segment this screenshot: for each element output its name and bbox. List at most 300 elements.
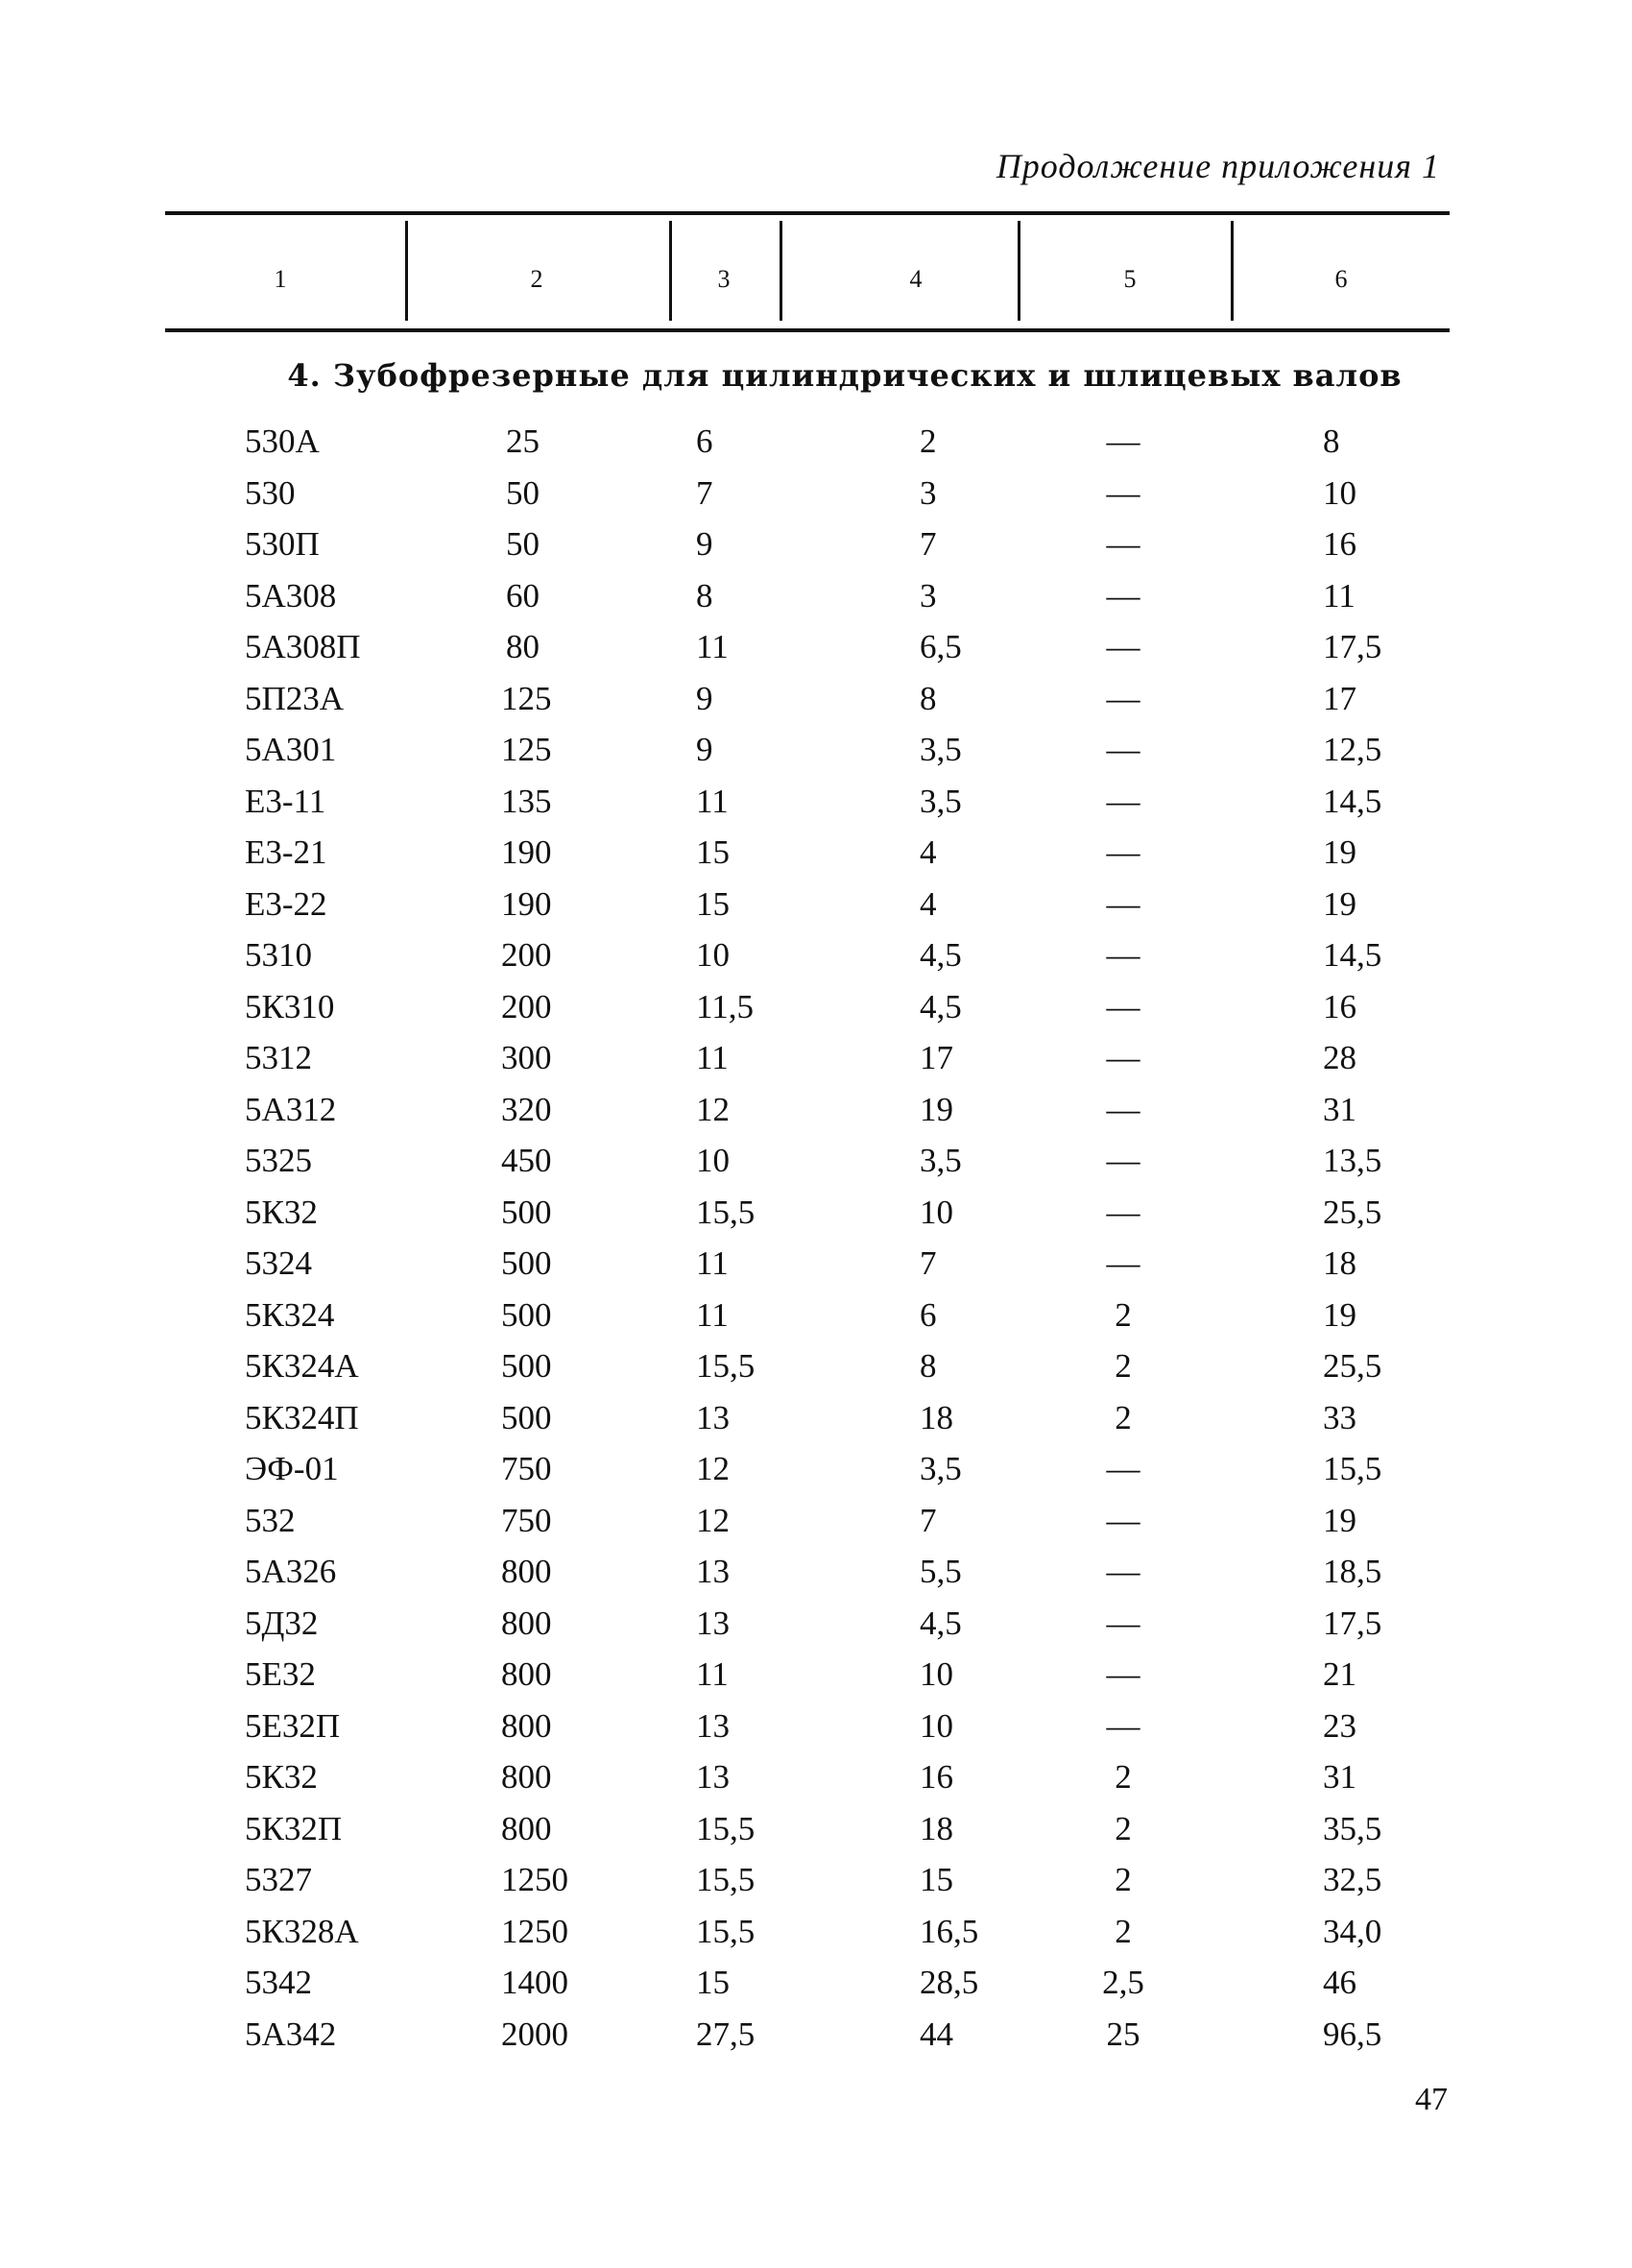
- power-cell: [920, 422, 937, 461]
- machine-model-cell: [245, 1604, 318, 1643]
- max-diameter-text: 50: [506, 473, 540, 512]
- max-diameter-cell: [501, 1347, 552, 1386]
- machine-model-text: Е3-21: [245, 833, 327, 871]
- col5-value-text: —: [1106, 1655, 1140, 1693]
- module-text: 10: [696, 1142, 730, 1179]
- machine-model-text: 5П23А: [245, 679, 345, 717]
- module-text: 11: [696, 628, 729, 665]
- machine-model-text: 5342: [245, 1964, 312, 2001]
- machine-model-cell: [245, 1347, 359, 1386]
- power-text: 15: [920, 1861, 953, 1898]
- col5-value-text: 2: [1115, 1758, 1132, 1796]
- machine-model-cell: [245, 1502, 296, 1540]
- machine-model-text: ЭФ-01: [245, 1450, 339, 1487]
- max-diameter-cell: [501, 833, 552, 872]
- max-diameter-cell: [501, 936, 552, 975]
- machine-model-text: 5К324П: [245, 1398, 359, 1436]
- power-text: 7: [920, 525, 937, 563]
- col5-value-text: —: [1106, 782, 1140, 820]
- max-diameter-cell: [501, 1758, 552, 1797]
- machine-model-text: 5К32: [245, 1193, 318, 1231]
- max-diameter-text: 500: [501, 1295, 552, 1334]
- module-text: 13: [696, 1604, 730, 1642]
- module-text: 11,5: [696, 987, 754, 1025]
- mass-cell: [1323, 1502, 1356, 1540]
- power-text: 8: [920, 679, 937, 717]
- machine-model-text: 5К324А: [245, 1347, 359, 1385]
- mass-cell: [1323, 422, 1340, 461]
- machine-model-text: 5Е32: [245, 1655, 316, 1693]
- machine-model-cell: [245, 1399, 359, 1437]
- max-diameter-cell: [501, 884, 552, 924]
- col5-value-text: —: [1106, 1244, 1140, 1282]
- module-cell: [696, 1194, 755, 1232]
- module-text: 8: [696, 576, 713, 615]
- max-diameter-text: 1400: [501, 1964, 568, 2001]
- table-row: [0, 1039, 1632, 1089]
- power-text: 3,5: [920, 782, 962, 820]
- power-text: 16: [920, 1758, 953, 1796]
- mass-text: 18: [1323, 1244, 1356, 1282]
- module-cell: [696, 1244, 729, 1283]
- mass-cell: [1323, 936, 1381, 975]
- max-diameter-text: 190: [501, 833, 552, 871]
- machine-model-text: 5А326: [245, 1553, 337, 1590]
- mass-text: 16: [1323, 525, 1356, 563]
- module-text: 13: [696, 1398, 730, 1436]
- table-row: [0, 1502, 1632, 1552]
- machine-model-cell: [245, 1450, 339, 1488]
- max-diameter-text: 450: [501, 1142, 552, 1179]
- machine-model-cell: [245, 422, 320, 461]
- table-row: [0, 936, 1632, 986]
- machine-model-text: 5К32П: [245, 1809, 343, 1847]
- section-title: 4. Зубофрезерные для цилиндрических и шлицевых валов: [287, 357, 1403, 394]
- power-text: 19: [920, 1090, 953, 1128]
- power-cell: [920, 1450, 962, 1488]
- mass-cell: [1323, 731, 1381, 769]
- col5-value-text: —: [1106, 628, 1140, 665]
- max-diameter-cell: [501, 1450, 552, 1488]
- col5-value-text: —: [1106, 1553, 1140, 1590]
- max-diameter-text: 125: [501, 731, 552, 768]
- max-diameter-cell: [501, 782, 552, 821]
- max-diameter-text: 800: [501, 1706, 552, 1745]
- max-diameter-text: 500: [501, 1193, 552, 1231]
- mass-text: 19: [1323, 1501, 1356, 1539]
- machine-model-cell: [245, 1655, 316, 1694]
- machine-model-cell: [245, 1553, 336, 1591]
- machine-model-text: 532: [245, 1501, 296, 1539]
- machine-model-text: 5К310: [245, 987, 335, 1025]
- module-cell: [696, 1091, 730, 1129]
- mass-text: 35,5: [1323, 1809, 1382, 1847]
- module-text: 12: [696, 1090, 730, 1128]
- table-row: [0, 474, 1632, 524]
- col5-value-text: —: [1106, 576, 1140, 615]
- mass-text: 33: [1323, 1398, 1356, 1436]
- table-row: [0, 731, 1632, 781]
- power-text: 3: [920, 473, 937, 512]
- col5-value-text: 2: [1115, 1809, 1132, 1847]
- max-diameter-text: 500: [501, 1244, 552, 1282]
- machine-model-cell: [245, 885, 327, 924]
- power-text: 10: [920, 1655, 953, 1693]
- table-row: [0, 1964, 1632, 2014]
- module-cell: [696, 1758, 730, 1797]
- max-diameter-text: 200: [501, 936, 552, 974]
- module-text: 11: [696, 1039, 729, 1076]
- power-cell: [920, 680, 937, 718]
- module-cell: [696, 1502, 730, 1540]
- col5-value-text: 2: [1115, 1295, 1132, 1334]
- table-row: [0, 1655, 1632, 1705]
- machine-model-text: Е3-11: [245, 782, 326, 820]
- module-cell: [696, 1399, 730, 1437]
- module-cell: [696, 422, 713, 461]
- col5-value-text: —: [1106, 1706, 1140, 1745]
- mass-cell: [1323, 1450, 1381, 1488]
- col5-value-text: —: [1106, 1450, 1140, 1487]
- power-text: 3,5: [920, 1450, 962, 1487]
- max-diameter-cell: [501, 1964, 568, 2002]
- power-text: 3: [920, 576, 937, 615]
- module-text: 12: [696, 1450, 730, 1487]
- machine-model-text: 5Е32П: [245, 1706, 341, 1745]
- table-row: [0, 422, 1632, 472]
- max-diameter-text: 135: [501, 782, 552, 820]
- mass-text: 16: [1323, 987, 1356, 1025]
- power-cell: [920, 2015, 953, 2054]
- col5-value-text: 2: [1115, 1912, 1132, 1950]
- module-text: 11: [696, 1244, 729, 1282]
- col5-value-text: —: [1106, 525, 1140, 563]
- power-cell: [920, 1347, 937, 1386]
- max-diameter-text: 500: [501, 1347, 552, 1385]
- machine-model-text: 5312: [245, 1039, 312, 1076]
- module-text: 9: [696, 731, 713, 768]
- module-cell: [696, 1553, 730, 1591]
- module-text: 15: [696, 1964, 730, 2001]
- power-cell: [920, 885, 937, 924]
- max-diameter-cell: [501, 1604, 552, 1643]
- max-diameter-cell: [501, 1193, 552, 1232]
- module-text: 13: [696, 1706, 730, 1745]
- power-cell: [920, 525, 937, 564]
- power-cell: [920, 1604, 962, 1643]
- column-number-5: 5: [1123, 265, 1137, 293]
- machine-model-cell: [245, 1039, 312, 1077]
- power-text: 3,5: [920, 1142, 962, 1179]
- col5-value-text: —: [1106, 1193, 1140, 1231]
- max-diameter-text: 800: [501, 1758, 552, 1796]
- power-text: 7: [920, 1501, 937, 1539]
- table-row: [0, 1604, 1632, 1654]
- machine-model-cell: [245, 525, 320, 564]
- module-cell: [696, 577, 713, 615]
- module-text: 15,5: [696, 1809, 756, 1847]
- mass-text: 96,5: [1323, 2015, 1382, 2053]
- mass-cell: [1323, 474, 1356, 513]
- module-cell: [696, 988, 754, 1026]
- power-cell: [920, 1758, 953, 1797]
- max-diameter-cell: [501, 1142, 552, 1180]
- col5-value-text: 25: [1106, 2015, 1140, 2053]
- col5-value-text: —: [1106, 1501, 1140, 1539]
- column-divider: [1018, 221, 1020, 321]
- power-cell: [920, 1964, 978, 2002]
- module-cell: [696, 783, 729, 821]
- mass-cell: [1323, 988, 1356, 1026]
- machine-model-text: 5К32: [245, 1758, 318, 1796]
- power-text: 2: [920, 422, 937, 460]
- table-row: [0, 680, 1632, 730]
- machine-model-text: 530: [245, 473, 296, 512]
- col5-value-text: 2: [1115, 1861, 1132, 1898]
- col5-value-text: —: [1106, 1090, 1140, 1128]
- column-divider: [669, 221, 672, 321]
- power-cell: [920, 833, 937, 872]
- max-diameter-cell: [501, 1039, 552, 1077]
- mass-cell: [1323, 1194, 1381, 1232]
- column-number-1: 1: [274, 265, 287, 293]
- mass-text: 17: [1323, 679, 1356, 717]
- mass-text: 19: [1323, 884, 1356, 923]
- power-cell: [920, 1091, 953, 1129]
- power-text: 16,5: [920, 1912, 979, 1950]
- max-diameter-text: 750: [501, 1450, 552, 1487]
- table-row: [0, 783, 1632, 832]
- machine-model-text: 5А342: [245, 2015, 337, 2053]
- power-cell: [920, 1553, 962, 1591]
- mass-cell: [1323, 1964, 1356, 2002]
- module-cell: [696, 628, 729, 666]
- max-diameter-cell: [501, 1861, 568, 1899]
- module-cell: [696, 1142, 730, 1180]
- power-cell: [920, 1655, 953, 1694]
- max-diameter-cell: [501, 525, 540, 564]
- col5-value-text: —: [1106, 833, 1140, 871]
- table-row: [0, 1399, 1632, 1449]
- module-text: 7: [696, 473, 713, 512]
- machine-model-text: 5А301: [245, 731, 337, 768]
- machine-model-text: 5327: [245, 1861, 312, 1898]
- mass-cell: [1323, 1142, 1381, 1180]
- max-diameter-cell: [501, 731, 552, 769]
- mass-text: 13,5: [1323, 1142, 1382, 1179]
- power-cell: [920, 731, 962, 769]
- mass-cell: [1323, 1296, 1356, 1335]
- max-diameter-cell: [501, 1553, 552, 1591]
- module-cell: [696, 1450, 730, 1488]
- mass-cell: [1323, 1861, 1381, 1899]
- module-cell: [696, 1296, 729, 1335]
- machine-model-text: 5А312: [245, 1090, 337, 1128]
- module-cell: [696, 936, 730, 975]
- machine-model-text: 5А308П: [245, 628, 361, 665]
- mass-text: 28: [1323, 1039, 1356, 1076]
- module-cell: [696, 2015, 755, 2054]
- module-text: 13: [696, 1758, 730, 1796]
- module-text: 6: [696, 422, 713, 460]
- module-cell: [696, 833, 730, 872]
- max-diameter-text: 800: [501, 1553, 552, 1590]
- power-text: 4,5: [920, 936, 962, 974]
- max-diameter-cell: [501, 1501, 552, 1540]
- power-text: 7: [920, 1244, 937, 1282]
- module-text: 15,5: [696, 1347, 756, 1385]
- mass-cell: [1323, 577, 1356, 615]
- power-cell: [920, 628, 962, 666]
- mass-cell: [1323, 1244, 1356, 1283]
- column-number-2: 2: [530, 265, 543, 293]
- mass-cell: [1323, 1039, 1356, 1077]
- module-cell: [696, 680, 713, 718]
- mass-text: 11: [1323, 576, 1356, 615]
- machine-model-text: Е3-22: [245, 884, 327, 923]
- table-row: [0, 1142, 1632, 1192]
- col5-value-text: 2,5: [1102, 1964, 1144, 2001]
- power-cell: [920, 1502, 937, 1540]
- mass-cell: [1323, 1758, 1356, 1797]
- module-cell: [696, 731, 713, 769]
- mass-text: 15,5: [1323, 1450, 1382, 1487]
- max-diameter-cell: [501, 1295, 552, 1335]
- module-text: 11: [696, 782, 729, 820]
- power-text: 44: [920, 2015, 953, 2053]
- power-text: 6: [920, 1295, 937, 1334]
- mass-text: 17,5: [1323, 628, 1382, 665]
- module-cell: [696, 1861, 755, 1899]
- machine-model-cell: [245, 1244, 312, 1283]
- module-text: 11: [696, 1295, 729, 1334]
- module-text: 27,5: [696, 2015, 756, 2053]
- max-diameter-text: 25: [506, 422, 540, 460]
- mass-text: 23: [1323, 1706, 1356, 1745]
- power-text: 10: [920, 1193, 953, 1231]
- machine-model-text: 5А308: [245, 576, 337, 615]
- column-divider: [405, 221, 408, 321]
- table-row: [0, 1244, 1632, 1294]
- machine-model-cell: [245, 1194, 318, 1232]
- machine-model-cell: [245, 936, 312, 975]
- module-text: 15,5: [696, 1861, 756, 1898]
- power-cell: [920, 577, 937, 615]
- module-text: 10: [696, 936, 730, 974]
- module-cell: [696, 1347, 755, 1386]
- mass-cell: [1323, 680, 1356, 718]
- module-cell: [696, 1039, 729, 1077]
- max-diameter-cell: [501, 628, 540, 666]
- col5-value-text: —: [1106, 473, 1140, 512]
- power-cell: [920, 474, 937, 513]
- power-text: 18: [920, 1809, 953, 1847]
- module-cell: [696, 1913, 755, 1951]
- mass-cell: [1323, 1810, 1381, 1848]
- power-text: 5,5: [920, 1553, 962, 1590]
- column-number-header: [165, 211, 1450, 332]
- mass-cell: [1323, 628, 1381, 666]
- column-divider: [780, 221, 782, 321]
- table-row: [0, 1553, 1632, 1603]
- max-diameter-text: 800: [501, 1809, 552, 1847]
- max-diameter-text: 1250: [501, 1861, 568, 1898]
- max-diameter-text: 125: [501, 679, 552, 717]
- machine-model-cell: [245, 988, 334, 1026]
- mass-cell: [1323, 1553, 1381, 1591]
- machine-model-cell: [245, 1296, 334, 1335]
- max-diameter-text: 320: [501, 1090, 552, 1128]
- module-cell: [696, 1707, 730, 1746]
- machine-model-cell: [245, 2015, 336, 2054]
- max-diameter-cell: [501, 422, 540, 461]
- mass-cell: [1323, 833, 1356, 872]
- machine-model-text: 530П: [245, 525, 320, 563]
- machine-model-cell: [245, 731, 336, 769]
- max-diameter-text: 300: [501, 1039, 552, 1076]
- mass-cell: [1323, 1604, 1381, 1643]
- power-cell: [920, 936, 962, 975]
- col5-value-text: 2: [1115, 1347, 1132, 1385]
- table-row: [0, 525, 1632, 575]
- mass-text: 46: [1323, 1964, 1356, 2001]
- module-cell: [696, 1604, 730, 1643]
- max-diameter-text: 800: [501, 1604, 552, 1642]
- col5-value-text: —: [1106, 884, 1140, 923]
- col5-value-text: —: [1106, 1039, 1140, 1076]
- table-row: [0, 1296, 1632, 1346]
- max-diameter-cell: [501, 2015, 568, 2054]
- module-cell: [696, 525, 713, 564]
- mass-text: 25,5: [1323, 1347, 1382, 1385]
- max-diameter-text: 50: [506, 525, 540, 563]
- column-divider: [1231, 221, 1234, 321]
- mass-cell: [1323, 885, 1356, 924]
- mass-cell: [1323, 1655, 1356, 1694]
- max-diameter-cell: [501, 1655, 552, 1694]
- max-diameter-text: 500: [501, 1398, 552, 1436]
- mass-cell: [1323, 525, 1356, 564]
- mass-text: 14,5: [1323, 782, 1382, 820]
- module-text: 15: [696, 884, 730, 923]
- table-row: [0, 628, 1632, 678]
- power-text: 8: [920, 1347, 937, 1385]
- mass-cell: [1323, 1913, 1381, 1951]
- module-text: 9: [696, 679, 713, 717]
- power-text: 17: [920, 1039, 953, 1076]
- col5-value-text: —: [1106, 936, 1140, 974]
- power-text: 4,5: [920, 1604, 962, 1642]
- machine-model-text: 5324: [245, 1244, 312, 1282]
- power-cell: [920, 1861, 953, 1899]
- machine-model-cell: [245, 833, 327, 872]
- col5-value-text: 2: [1115, 1398, 1132, 1436]
- machine-model-text: 5К328А: [245, 1912, 359, 1950]
- power-cell: [920, 1810, 953, 1848]
- mass-text: 31: [1323, 1090, 1356, 1128]
- machine-model-text: 5К324: [245, 1295, 335, 1334]
- max-diameter-cell: [501, 1090, 552, 1129]
- column-number-4: 4: [909, 265, 923, 293]
- machine-model-cell: [245, 1810, 342, 1848]
- mass-cell: [1323, 783, 1381, 821]
- module-cell: [696, 1810, 755, 1848]
- module-cell: [696, 1655, 729, 1694]
- max-diameter-text: 750: [501, 1501, 552, 1539]
- max-diameter-cell: [501, 1398, 552, 1437]
- col5-value-text: —: [1106, 1604, 1140, 1642]
- power-text: 3,5: [920, 731, 962, 768]
